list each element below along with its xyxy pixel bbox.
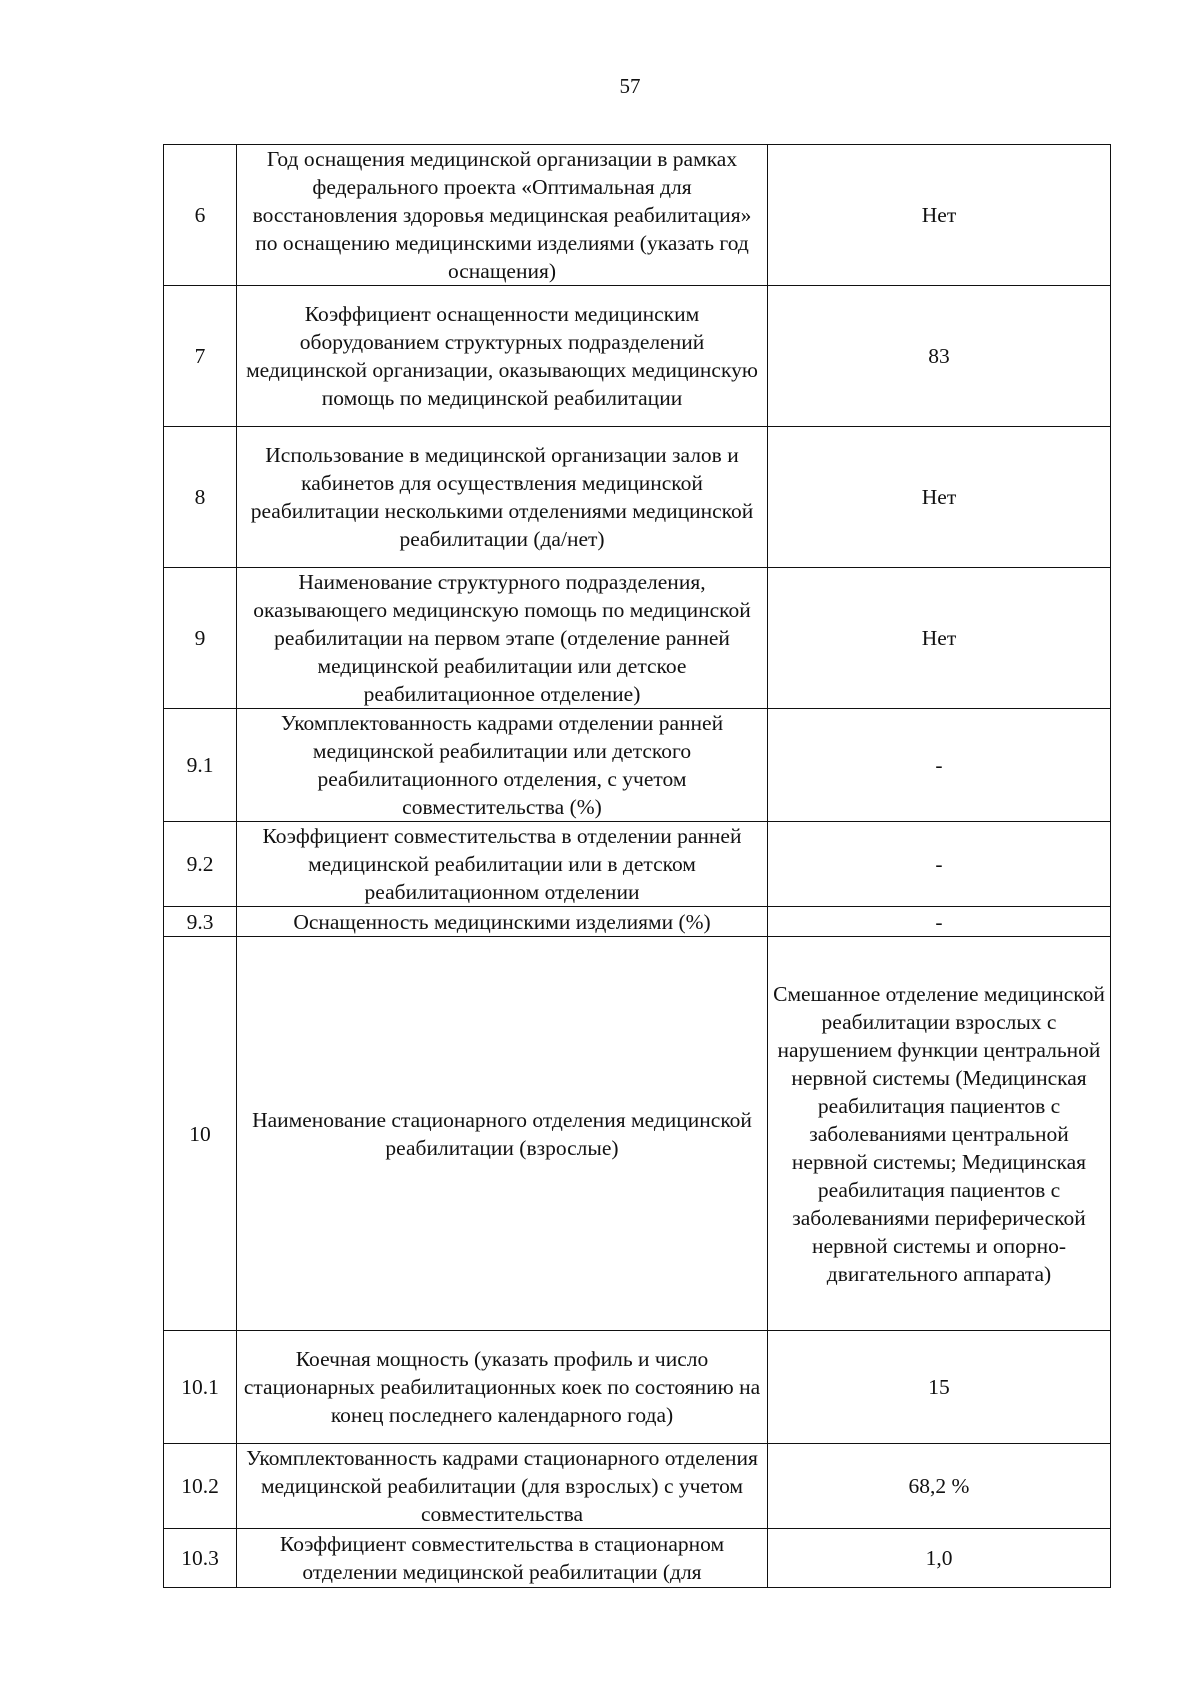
row-value: - bbox=[768, 709, 1111, 822]
table-row bbox=[164, 709, 1111, 822]
row-number: 10.1 bbox=[164, 1331, 237, 1444]
row-value: - bbox=[768, 907, 1111, 937]
table-row bbox=[164, 937, 1111, 1331]
row-description: Год оснащения медицинской организации в рамках федерального проекта «Оптимальная для восстановления здоровья медицинская реабилитация» по оснащению медицинскими изделиями (указать год оснащения) bbox=[237, 145, 768, 286]
row-description: Укомплектованность кадрами отделении ранней медицинской реабилитации или детского реабилитационного отделения, с учетом совместительства (%) bbox=[237, 709, 768, 822]
row-number: 10.3 bbox=[164, 1529, 237, 1588]
row-value: Нет bbox=[768, 568, 1111, 709]
row-value: 15 bbox=[768, 1331, 1111, 1444]
table-row bbox=[164, 1331, 1111, 1444]
row-value: 83 bbox=[768, 286, 1111, 427]
table-row bbox=[164, 1529, 1111, 1588]
row-description: Коэффициент оснащенности медицинским оборудованием структурных подразделений медицинской организации, оказывающих медицинскую помощь по медицинской реабилитации bbox=[237, 286, 768, 427]
row-number: 8 bbox=[164, 427, 237, 568]
indicators-table bbox=[163, 144, 1111, 1588]
row-number: 9.2 bbox=[164, 822, 237, 907]
row-description: Наименование структурного подразделения, оказывающего медицинскую помощь по медицинской реабилитации на первом этапе (отделение ранней медицинской реабилитации или детское реабилитационное отделение) bbox=[237, 568, 768, 709]
table-row bbox=[164, 568, 1111, 709]
table-row bbox=[164, 286, 1111, 427]
row-number: 9 bbox=[164, 568, 237, 709]
row-value: Нет bbox=[768, 145, 1111, 286]
row-description: Оснащенность медицинскими изделиями (%) bbox=[237, 907, 768, 937]
row-value: 1,0 bbox=[768, 1529, 1111, 1588]
row-value: Смешанное отделение медицинской реабилитации взрослых с нарушением функции центральной нервной системы (Медицинская реабилитация пациентов с заболеваниями центральной нервной системы; Медицинская реабилитация пациентов с заболеваниями периферической нервной системы и опорно-двигательного аппарата) bbox=[768, 937, 1111, 1331]
table-row bbox=[164, 822, 1111, 907]
row-number: 9.1 bbox=[164, 709, 237, 822]
row-description: Коэффициент совместительства в отделении ранней медицинской реабилитации или в детском реабилитационном отделении bbox=[237, 822, 768, 907]
row-number: 10.2 bbox=[164, 1444, 237, 1529]
row-number: 9.3 bbox=[164, 907, 237, 937]
row-description: Коечная мощность (указать профиль и число стационарных реабилитационных коек по состоянию на конец последнего календарного года) bbox=[237, 1331, 768, 1444]
table-row bbox=[164, 427, 1111, 568]
row-number: 7 bbox=[164, 286, 237, 427]
row-value: Нет bbox=[768, 427, 1111, 568]
row-description: Использование в медицинской организации залов и кабинетов для осуществления медицинской реабилитации несколькими отделениями медицинской реабилитации (да/нет) bbox=[237, 427, 768, 568]
table-row bbox=[164, 907, 1111, 937]
row-value: - bbox=[768, 822, 1111, 907]
row-description: Коэффициент совместительства в стационарном отделении медицинской реабилитации (для bbox=[237, 1529, 768, 1588]
table-row bbox=[164, 145, 1111, 286]
row-description: Укомплектованность кадрами стационарного отделения медицинской реабилитации (для взрослых) с учетом совместительства bbox=[237, 1444, 768, 1529]
table-row bbox=[164, 1444, 1111, 1529]
row-value: 68,2 % bbox=[768, 1444, 1111, 1529]
row-description: Наименование стационарного отделения медицинской реабилитации (взрослые) bbox=[237, 937, 768, 1331]
page-number: 57 bbox=[619, 74, 641, 98]
row-number: 10 bbox=[164, 937, 237, 1331]
row-number: 6 bbox=[164, 145, 237, 286]
